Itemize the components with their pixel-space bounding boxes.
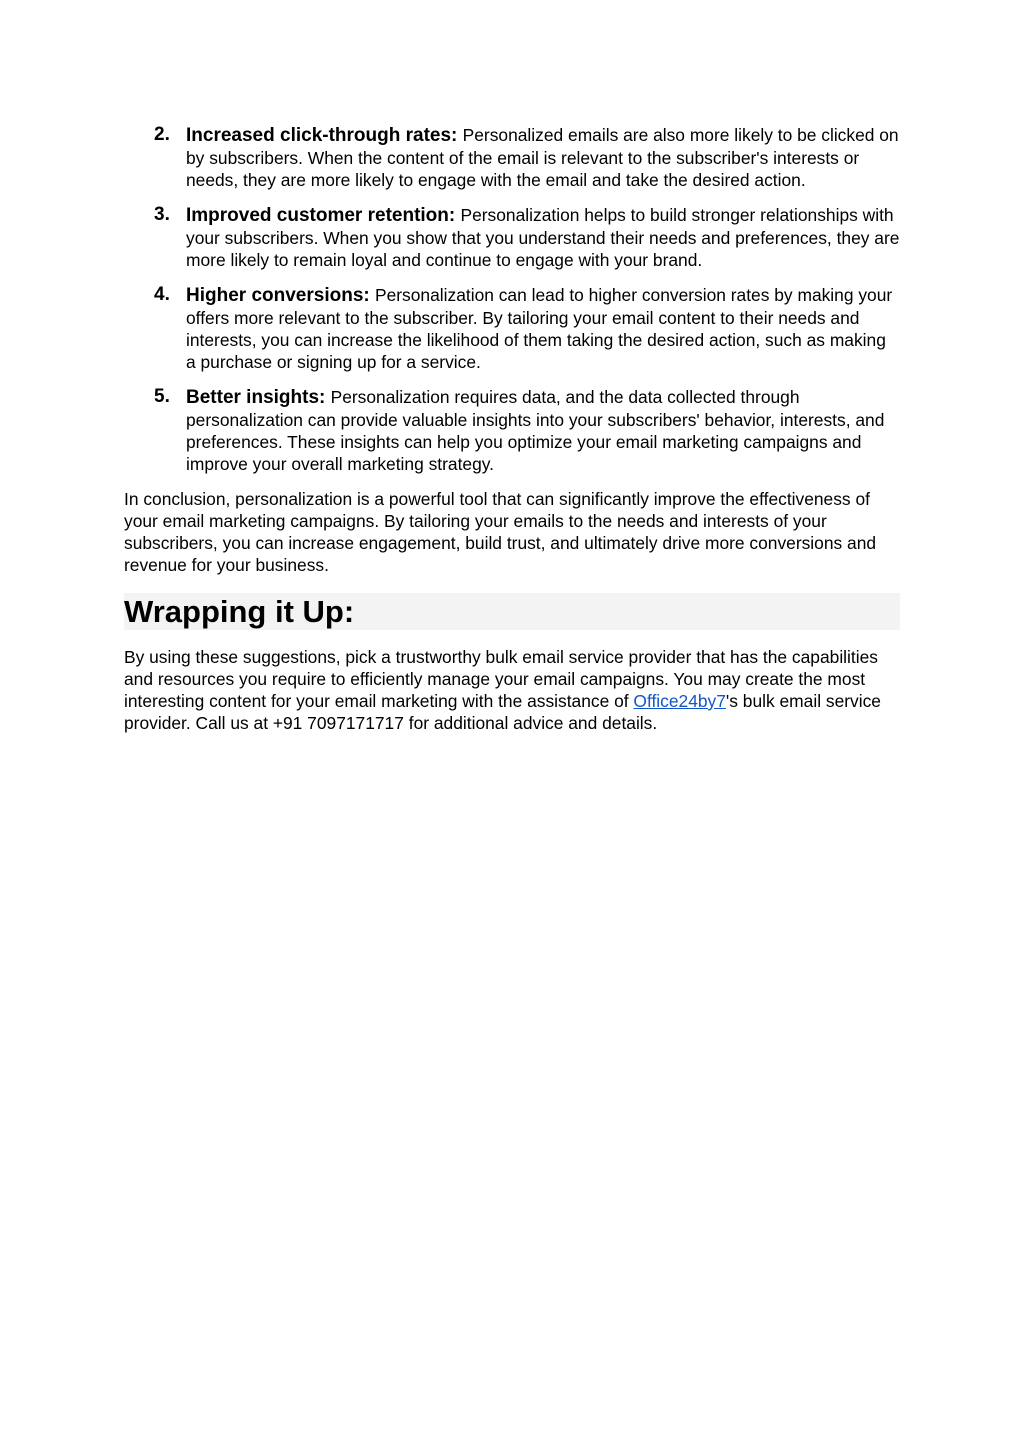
list-item-number: 4. [154,284,170,305]
list-item-text: Personalization helps to build stronger relationships with your subscribers. When you show that you understand their needs and preferences, they are more likely to remain loyal and continue to engage with your brand. [186,205,900,270]
wrapping-up-text-before: By using these suggestions, pick a trustworthy bulk email service provider that has the capabilities and resources you require to efficiently manage your email campaigns. You may create the most interesting content for your email marketing with the assistance of [124,647,878,711]
list-item-title: Better insights: [186,387,331,408]
list-item [124,386,900,475]
list-item-text: Personalized emails are also more likely to be clicked on by subscribers. When the content of the email is relevant to the subscriber's interests or needs, they are more likely to engage with the email and take the desired action. [186,125,899,190]
wrapping-up-paragraph [124,646,900,734]
wrapping-up-text-after: 's bulk email service provider. Call us at +91 7097171717 for additional advice and details. [124,691,881,733]
document-page [124,124,900,734]
list-item-title: Higher conversions: [186,285,375,306]
list-item-text: Personalization requires data, and the data collected through personalization can provide valuable insights into your subscribers' behavior, interests, and preferences. These insights can help you optimize your email marketing campaigns and improve your overall marketing strategy. [186,387,885,474]
list-item-number: 3. [154,204,170,225]
office24by7-link[interactable]: Office24by7 [633,691,726,711]
wrapping-up-heading: Wrapping it Up: [124,593,900,630]
list-item-text: Personalization can lead to higher conversion rates by making your offers more relevant to the subscriber. By tailoring your email content to their needs and interests, you can increase the likelihood of them taking the desired action, such as making a purchase or signing up for a service. [186,285,893,372]
conclusion-paragraph: In conclusion, personalization is a powerful tool that can significantly improve the effectiveness of your email marketing campaigns. By tailoring your emails to the needs and interests of your subscribers, you can increase engagement, build trust, and ultimately drive more conversions and revenue for your business. [124,489,877,575]
list-item [124,284,900,373]
list-item-title: Increased click-through rates: [186,125,463,146]
list-item [124,204,900,271]
list-item-number: 2. [154,124,170,145]
list-item-title: Improved customer retention: [186,205,461,226]
benefits-list [124,124,900,475]
list-item [124,124,900,191]
list-item-number: 5. [154,386,170,407]
